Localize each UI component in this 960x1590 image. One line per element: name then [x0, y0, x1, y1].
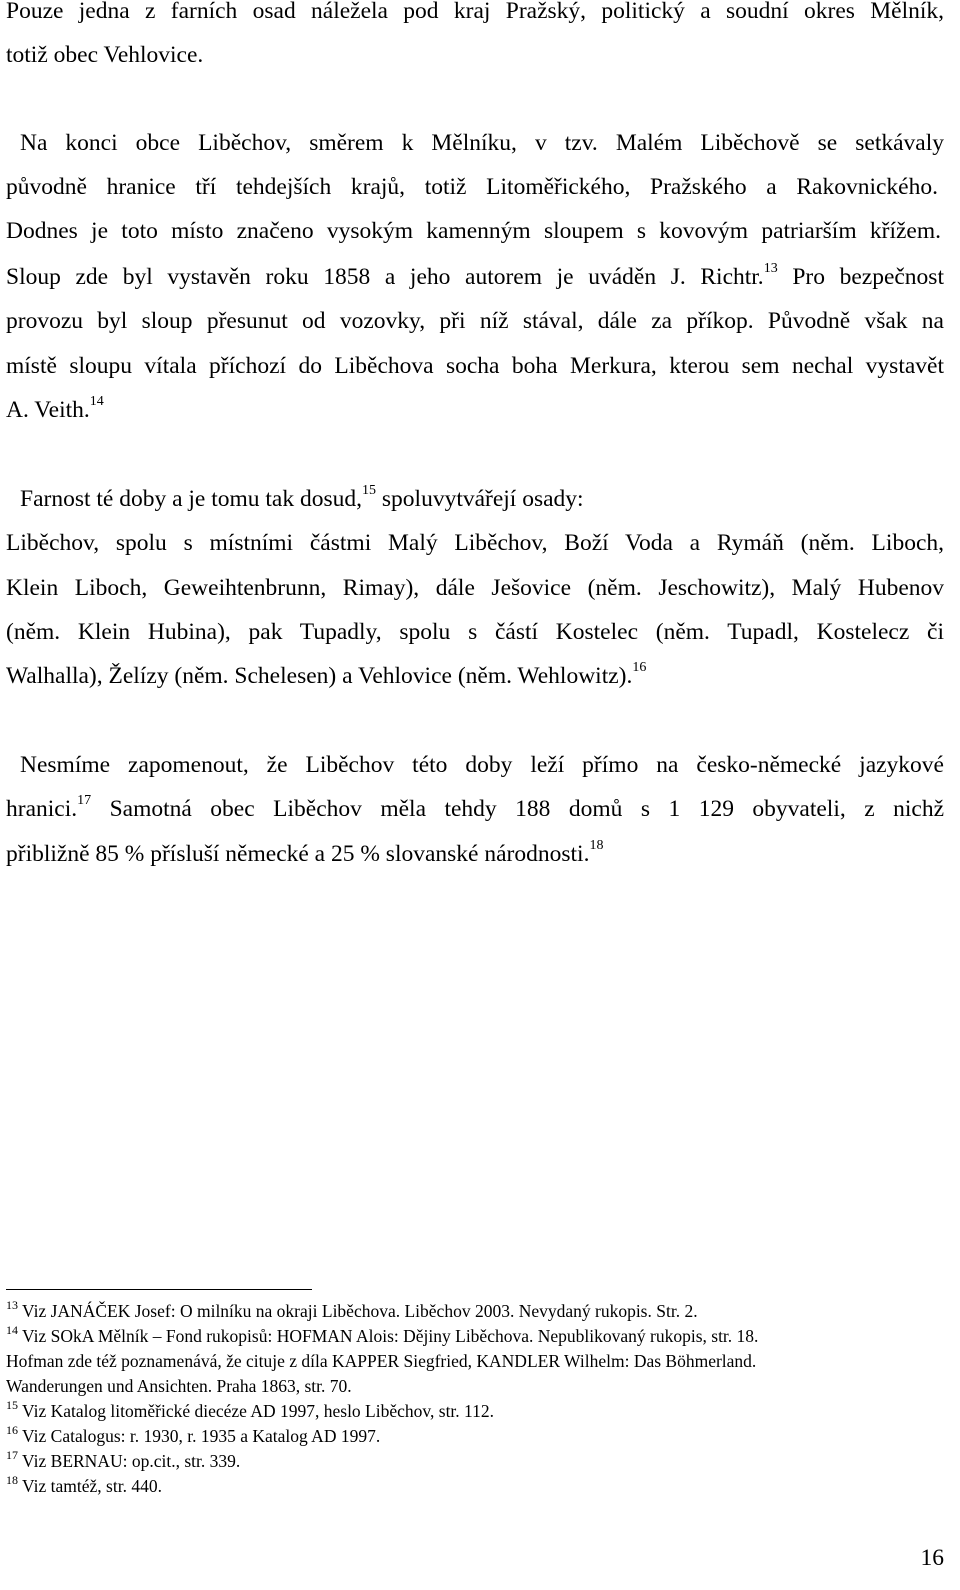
footnote-14-continuation-1: Hofman zde též poznamenává, že cituje z díla KAPPER Siegfried, KANDLER Wilhelm: Das Böhmerland. — [6, 1351, 757, 1371]
paragraph-2-line-1: Na konci obce Liběchov, směrem k Mělníku, v tzv. Malém Liběchově se setkávaly — [20, 130, 944, 156]
paragraph-3-line-1 — [20, 484, 958, 514]
paragraph-3-line-3: Klein Liboch, Geweihtenbrunn, Rimay), dále Ješovice (něm. Jeschowitz), Malý Hubenov — [6, 575, 944, 601]
footnote-13-number: 13 — [6, 1298, 18, 1313]
paragraph-2-line-5: provozu byl sloup přesunut od vozovky, při níž stával, dále za příkop. Původně však na — [6, 308, 944, 334]
footnote-17 — [6, 1450, 944, 1472]
paragraph-2-line-6: místě sloupu vítala příchozí do Liběchova socha boha Merkura, kterou sem nechal vystavět — [6, 353, 944, 379]
paragraph-3-line-5-text: Walhalla), Želízy (něm. Schelesen) a Vehlovice (něm. Wehlowitz). — [6, 663, 633, 689]
paragraph-2-line-3: Dodnes je toto místo značeno vysokým kamenným sloupem s kovovým patriarším křížem. — [6, 218, 941, 244]
footnote-15-number: 15 — [6, 1398, 18, 1413]
footnote-ref-17[interactable]: 17 — [77, 793, 92, 809]
footnote-16-text: Viz Catalogus: r. 1930, r. 1935 a Katalog AD 1997. — [18, 1426, 381, 1446]
footnote-ref-15[interactable]: 15 — [362, 483, 377, 499]
footnote-17-number: 17 — [6, 1448, 18, 1463]
footnote-14-text: Viz SOkA Mělník – Fond rukopisů: HOFMAN Alois: Dějiny Liběchova. Nepublikovaný rukopis, str. 18. — [18, 1326, 759, 1346]
footnote-ref-14[interactable]: 14 — [89, 394, 104, 410]
paragraph-1-line-2: totiž obec Vehlovice. — [6, 42, 204, 68]
page-number: 16 — [920, 1545, 944, 1571]
paragraph-2-line-4-text-a: Sloup zde byl vystavěn roku 1858 a jeho autorem je uváděn J. Richtr. — [6, 264, 764, 290]
paragraph-2-line-7-text: A. Veith. — [6, 397, 90, 423]
footnote-14 — [6, 1325, 944, 1347]
footnote-16-number: 16 — [6, 1423, 18, 1438]
paragraph-3-line-5 — [6, 661, 944, 691]
paragraph-4-line-2-text-b: Samotná obec Liběchov měla tehdy 188 domů s 1 129 obyvateli, z nichž — [91, 796, 944, 822]
paragraph-2-line-7 — [6, 395, 944, 425]
footnote-18-number: 18 — [6, 1473, 18, 1488]
footnote-14-number: 14 — [6, 1323, 18, 1338]
paragraph-3-line-2: Liběchov, spolu s místními částmi Malý Liběchov, Boží Voda a Rymáň (něm. Liboch, — [6, 530, 944, 556]
paragraph-4-line-2-text-a: hranici. — [6, 796, 78, 822]
footnote-ref-18[interactable]: 18 — [589, 838, 604, 854]
paragraph-4-line-2 — [6, 794, 944, 824]
footnote-15-text: Viz Katalog litoměřické diecéze AD 1997, heslo Liběchov, str. 112. — [18, 1401, 495, 1421]
footnote-17-text: Viz BERNAU: op.cit., str. 339. — [18, 1451, 241, 1471]
footnote-14-continuation-2: Wanderungen und Ansichten. Praha 1863, str. 70. — [6, 1376, 352, 1396]
footnote-18-text: Viz tamtéž, str. 440. — [18, 1476, 162, 1496]
paragraph-3-line-1-text-b: spoluvytvářejí osady: — [376, 486, 584, 512]
footnote-15 — [6, 1400, 944, 1422]
paragraph-4-line-1: Nesmíme zapomenout, že Liběchov této doby leží přímo na česko-německé jazykové — [20, 752, 944, 778]
footnote-ref-13[interactable]: 13 — [763, 261, 778, 277]
footnote-18 — [6, 1475, 944, 1497]
paragraph-4-line-3-text: přibližně 85 % přísluší německé a 25 % slovanské národnosti. — [6, 841, 590, 867]
footnote-separator — [6, 1289, 312, 1290]
paragraph-1-line-1: Pouze jedna z farních osad náležela pod kraj Pražský, politický a soudní okres Mělník, — [6, 0, 944, 24]
paragraph-4-line-3 — [6, 839, 944, 869]
paragraph-2-line-4 — [6, 262, 944, 292]
paragraph-2-line-4-text-b: Pro bezpečnost — [777, 264, 944, 290]
paragraph-3-line-1-text-a: Farnost té doby a je tomu tak dosud, — [20, 486, 363, 512]
footnote-13-text: Viz JANÁČEK Josef: O milníku na okraji Liběchova. Liběchov 2003. Nevydaný rukopis. Str. 2. — [18, 1301, 698, 1321]
footnote-16 — [6, 1425, 944, 1447]
footnote-13 — [6, 1300, 944, 1322]
paragraph-2-line-2: původně hranice tří tehdejších krajů, totiž Litoměřického, Pražského a Rakovnického. — [6, 174, 938, 200]
footnote-ref-16[interactable]: 16 — [632, 660, 647, 676]
paragraph-3-line-4: (něm. Klein Hubina), pak Tupadly, spolu s částí Kostelec (něm. Tupadl, Kostelecz či — [6, 619, 944, 645]
